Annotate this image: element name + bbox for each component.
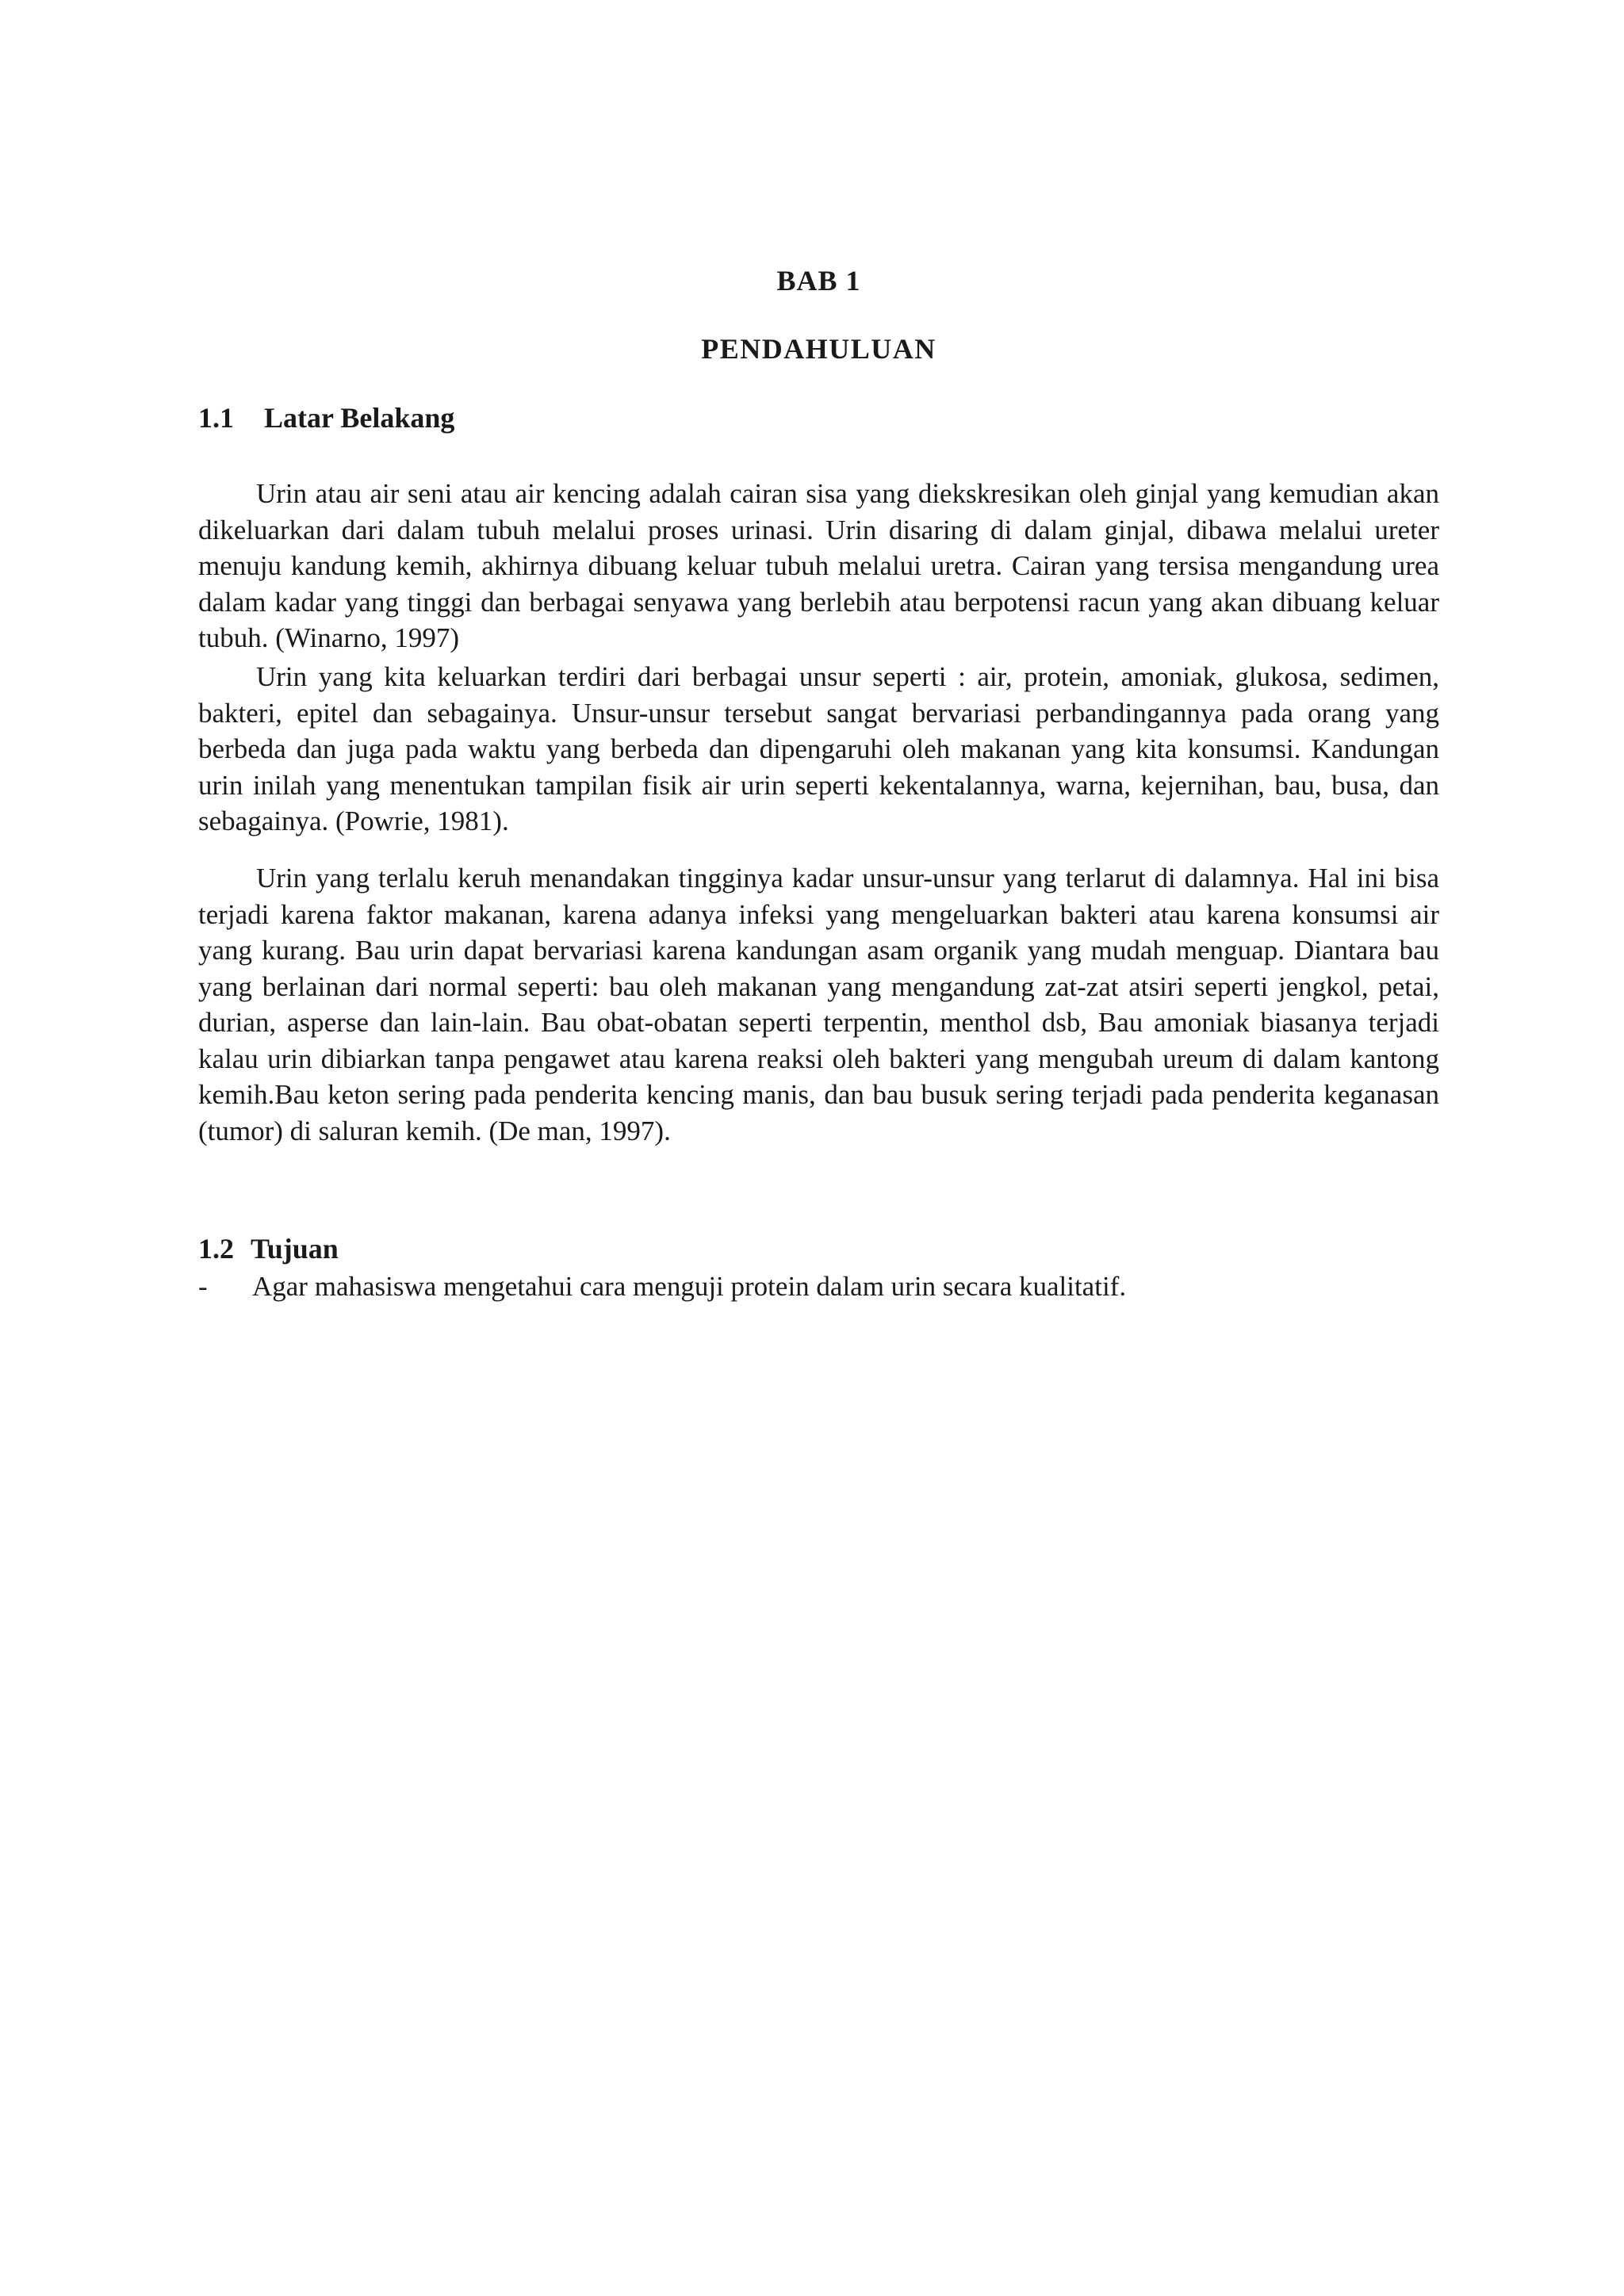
section-number: 1.2 [198, 1233, 234, 1265]
section-title: Latar Belakang [264, 402, 455, 434]
section-title: Tujuan [251, 1233, 339, 1265]
bullet-text: Agar mahasiswa mengetahui cara menguji protein dalam urin secara kualitatif. [252, 1271, 1127, 1302]
paragraph: Urin yang kita keluarkan terdiri dari berbagai unsur seperti : air, protein, amoniak, glukosa, sedimen, bakteri, epitel dan sebagainya. Unsur-unsur tersebut sangat bervariasi perbandingannya pada orang yang berbeda dan juga pada waktu yang berbeda dan dipengaruhi oleh makanan yang kita konsumsi. Kandungan urin inilah yang menentukan tampilan fisik air urin seperti kekentalannya, warna, kejernihan, bau, busa, dan sebagainya. (Powrie, 1981). [198, 661, 1439, 836]
section-heading-latar-belakang [198, 400, 454, 435]
chapter-number: BAB 1 [776, 265, 861, 297]
list-item [198, 1269, 1439, 1305]
section-heading-tujuan [198, 1231, 339, 1266]
section-number: 1.1 [198, 402, 234, 434]
bullet-marker: - [198, 1271, 208, 1302]
paragraph: Urin atau air seni atau air kencing adalah cairan sisa yang diekskresikan oleh ginjal yang kemudian akan dikeluarkan dari dalam tubuh melalui proses urinasi. Urin disaring di dalam ginjal, dibawa melalui ureter menuju kandung kemih, akhirnya dibuang keluar tubuh melalui uretra. Cairan yang tersisa mengandung urea dalam kadar yang tinggi dan berbagai senyawa yang berlebih atau berpotensi racun yang akan dibuang keluar tubuh. (Winarno, 1997) [198, 478, 1439, 653]
chapter-title: PENDAHULUAN [701, 333, 936, 365]
paragraph: Urin yang terlalu keruh menandakan tingginya kadar unsur-unsur yang terlarut di dalamnya. Hal ini bisa terjadi karena faktor makanan, karena adanya infeksi yang mengeluarkan bakteri atau karena konsumsi air yang kurang. Bau urin dapat bervariasi karena kandungan asam organik yang mudah menguap. Diantara bau yang berlainan dari normal seperti: bau oleh makanan yang mengandung zat-zat atsiri seperti jengkol, petai, durian, asperse dan lain-lain. Bau obat-obatan seperti terpentin, menthol dsb, Bau amoniak biasanya terjadi kalau urin dibiarkan tanpa pengawet atau karena reaksi oleh bakteri yang mengubah ureum di dalam kantong kemih.Bau keton sering pada penderita kencing manis, dan bau busuk sering terjadi pada penderita keganasan (tumor) di saluran kemih. (De man, 1997). [198, 863, 1439, 1146]
